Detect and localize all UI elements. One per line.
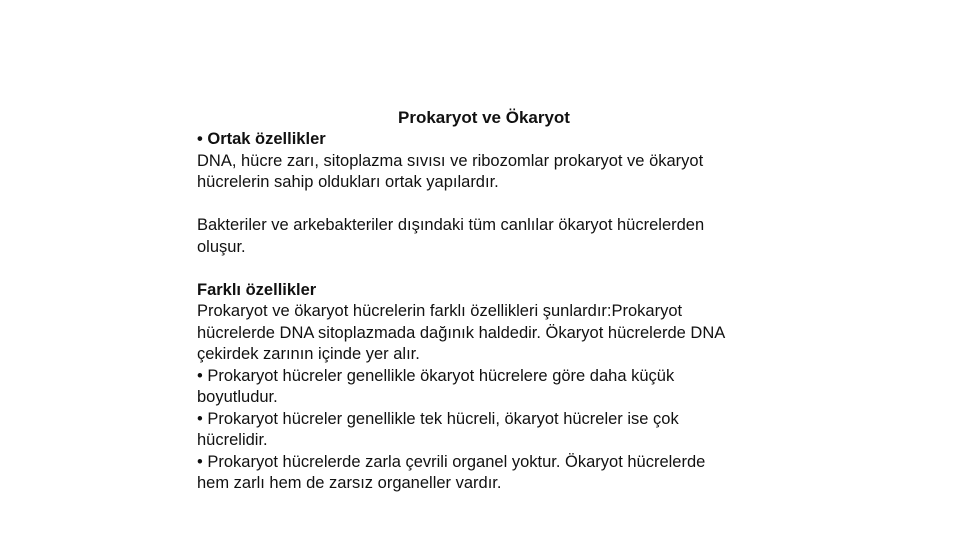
paragraph-gap (197, 194, 797, 216)
body-line: oluşur. (197, 237, 246, 256)
body-line: hücrelerde DNA sitoplazmada dağınık haldedir. Ökaryot hücrelerde DNA (197, 323, 726, 342)
body-line: hücrelidir. (197, 431, 268, 449)
body-line: çekirdek zarının içinde yer alır. (197, 345, 420, 363)
bullet-line: • Prokaryot hücreler genellikle tek hücreli, ökaryot hücreler ise çok (197, 409, 679, 428)
body-line: boyutludur. (197, 388, 278, 406)
slide-title: Prokaryot ve Ökaryot (398, 108, 570, 127)
body-line: hem zarlı hem de zarsız organeller vardır. (197, 474, 502, 492)
body-line: Bakteriler ve arkebakteriler dışındaki tüm canlılar ökaryot hücrelerden (197, 216, 705, 234)
different-features-heading: Farklı özellikler (197, 280, 317, 299)
body-line: Prokaryot ve ökaryot hücrelerin farklı özellikleri şunlardır:Prokaryot (197, 302, 683, 320)
paragraph-gap (197, 258, 797, 280)
body-line: DNA, hücre zarı, sitoplazma sıvısı ve ribozomlar prokaryot ve ökaryot (197, 151, 704, 170)
slide-body (197, 129, 797, 495)
common-features-heading: • Ortak özellikler (197, 130, 326, 148)
bullet-line: • Prokaryot hücrelerde zarla çevrili organel yoktur. Ökaryot hücrelerde (197, 452, 706, 471)
bullet-line: • Prokaryot hücreler genellikle ökaryot hücrelere göre daha küçük (197, 366, 675, 385)
body-line: hücrelerin sahip oldukları ortak yapılardır. (197, 173, 499, 191)
